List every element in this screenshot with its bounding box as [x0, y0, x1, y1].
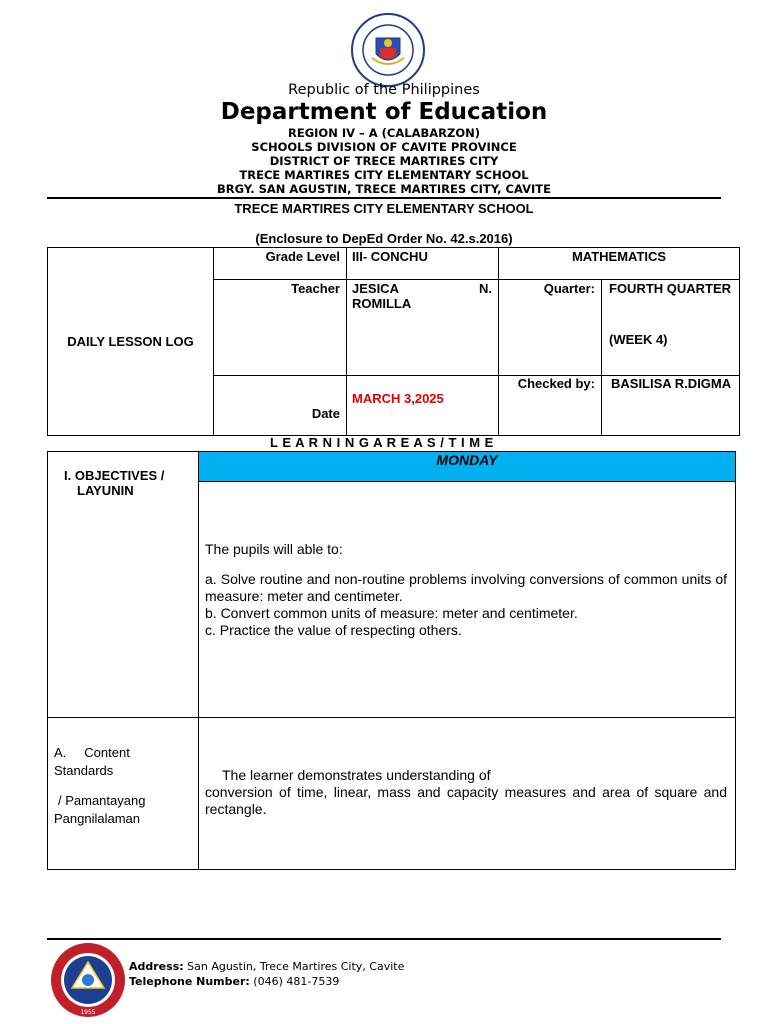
checked-by-label: Checked by: — [499, 376, 602, 436]
teacher-first-name: JESICA — [352, 281, 399, 296]
republic-line: Republic of the Philippines — [288, 82, 480, 98]
quarter-cell — [602, 280, 740, 376]
subject: MATHEMATICS — [499, 248, 740, 280]
address-label: Address: — [129, 960, 184, 973]
district-line: DISTRICT OF TRECE MARTIRES CITY — [269, 154, 499, 168]
address-line: BRGY. SAN AGUSTIN, TRECE MARTIRES CITY, CAVITE — [217, 182, 551, 196]
objective-c: c. Practice the value of respecting others. — [205, 622, 462, 638]
objective-b: b. Convert common units of measure: meter and centimeter. — [205, 605, 578, 621]
teacher-name — [347, 280, 499, 376]
date-value: MARCH 3,2025 — [347, 376, 499, 436]
address-value: San Agustin, Trece Martires City, Cavite — [187, 960, 405, 973]
grade-level-value: III- CONCHU — [347, 248, 499, 280]
svg-text:1955: 1955 — [80, 1009, 96, 1016]
dll-title: DAILY LESSON LOG — [48, 248, 214, 436]
objectives-content — [199, 482, 736, 718]
grade-level-label: Grade Level — [214, 248, 347, 280]
teacher-last-name: ROMILLA — [352, 296, 412, 311]
school-line: TRECE MARTIRES CITY ELEMENTARY SCHOOL — [239, 168, 529, 182]
footer-contact — [129, 959, 404, 989]
quarter-value: FOURTH QUARTER — [609, 281, 732, 296]
school-title: TRECE MARTIRES CITY ELEMENTARY SCHOOL — [234, 201, 534, 216]
objective-a: a. Solve routine and non-routine problems involving conversions of common units of measure: meter and centimeter. — [205, 571, 727, 604]
phone-value: (046) 481-7539 — [253, 975, 340, 988]
teacher-middle-initial: N. — [479, 281, 492, 296]
week-value: (WEEK 4) — [609, 332, 668, 347]
checked-by-value: BASILISA R.DIGMA — [602, 376, 740, 436]
objectives-label: I. OBJECTIVES / LAYUNIN — [48, 452, 199, 718]
division-line: SCHOOLS DIVISION OF CAVITE PROVINCE — [251, 140, 517, 154]
content-standards-text: The learner demonstrates understanding of conversion of time, linear, mass and capacity measures and area of square and rectangle. — [199, 718, 736, 870]
region-line: REGION IV – A (CALABARZON) — [287, 126, 480, 140]
department-title: Department of Education — [220, 99, 548, 125]
deped-seal — [350, 12, 426, 88]
quarter-label: Quarter: — [499, 280, 602, 376]
date-label: Date — [214, 376, 347, 436]
footer-divider — [47, 938, 721, 940]
objectives-table — [47, 451, 736, 870]
day-header: MONDAY — [199, 452, 736, 482]
lesson-log-table — [47, 247, 740, 436]
school-logo — [50, 942, 126, 1018]
objectives-intro: The pupils will able to: — [205, 541, 343, 557]
enclosure-note: (Enclosure to DepEd Order No. 42.s.2016) — [255, 231, 513, 246]
learning-areas-heading: L E A R N I N G A R E A S / T I M E — [270, 435, 494, 450]
teacher-label: Teacher — [214, 280, 347, 376]
header-divider — [47, 197, 721, 199]
phone-label: Telephone Number: — [129, 975, 250, 988]
content-standards-label: A. Content Standards / Pamantayang Pangnilalaman — [48, 718, 199, 870]
